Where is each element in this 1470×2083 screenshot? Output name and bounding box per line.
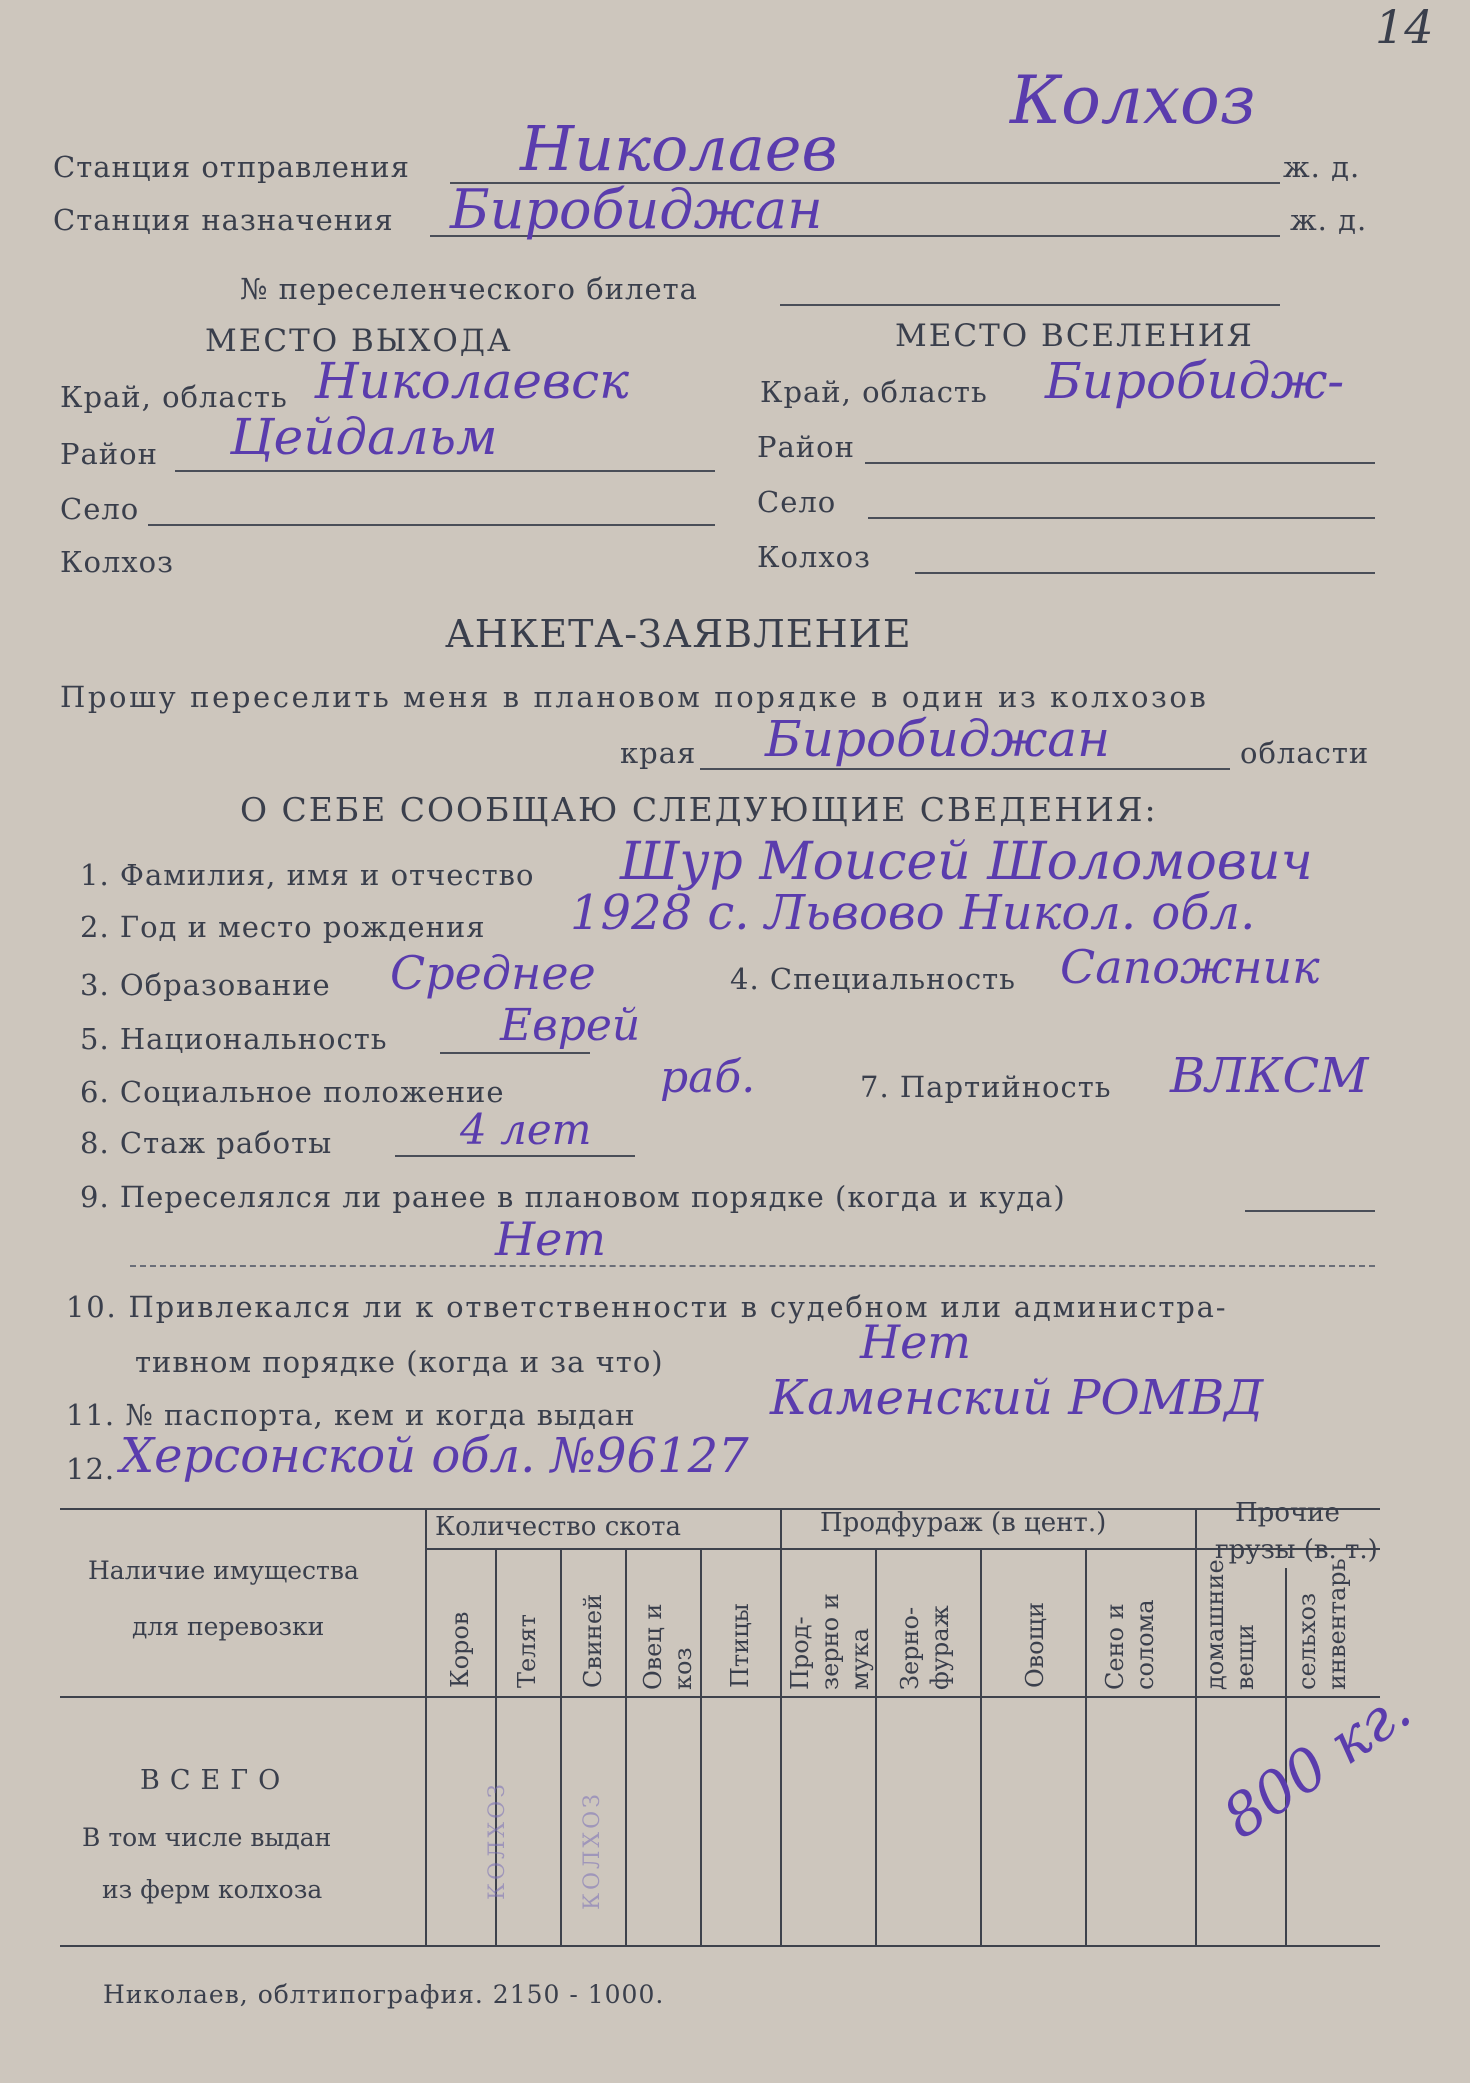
table-bottom-border — [60, 1945, 1380, 1947]
field-9-line — [1245, 1210, 1375, 1212]
exit-district-label: Район — [60, 437, 158, 471]
about-heading: О СЕБЕ СООБЩАЮ СЛЕДУЮЩИЕ СВЕДЕНИЯ: — [240, 790, 1158, 829]
answer-10: Нет — [860, 1315, 971, 1369]
settle-region-label: Край, область — [760, 375, 988, 409]
kraya-label: края — [620, 736, 697, 770]
exit-region-label: Край, область — [60, 380, 288, 414]
answer-1: Шур Моисей Шоломович — [620, 832, 1313, 892]
exit-village-label: Село — [60, 492, 140, 526]
handwritten-exit-region: Николаевск — [315, 352, 629, 410]
answer-3: Среднее — [390, 946, 596, 1000]
table-col-divider — [425, 1508, 427, 1945]
exit-district-line — [175, 470, 715, 472]
destination-suffix: ж. д. — [1290, 203, 1368, 237]
col-inventory: сельхоз инвентарь — [1293, 1558, 1351, 1690]
form-title: АНКЕТА-ЗАЯВЛЕНИЕ — [445, 612, 912, 656]
field-10-label-2: тивном порядке (когда и за что) — [135, 1345, 664, 1379]
table-group-livestock: Количество скота — [435, 1512, 682, 1542]
table-group-other-1: Прочие — [1235, 1498, 1340, 1528]
faded-stamp: КОЛХОЗ — [485, 1781, 510, 1900]
destination-station-label: Станция назначения — [53, 203, 394, 237]
handwritten-settle-region: Биробидж- — [1045, 352, 1345, 410]
exit-heading: МЕСТО ВЫХОДА — [205, 323, 513, 359]
field-6-label: 6. Социальное положение — [80, 1075, 505, 1109]
table-group-other-2: грузы (в. т.) — [1215, 1535, 1378, 1565]
settle-kolkhoz-label: Колхоз — [757, 540, 871, 574]
field-8-line — [395, 1155, 635, 1157]
settle-heading: МЕСТО ВСЕЛЕНИЯ — [895, 318, 1254, 354]
request-text: Прошу переселить меня в плановом порядке в один из колхозов — [60, 680, 1209, 714]
handwritten-total-weight: 800 кг. — [1210, 1674, 1423, 1852]
field-12-label: 12. — [66, 1452, 116, 1486]
col-grain-fodder: Зерно-фураж — [896, 1605, 954, 1690]
answer-9: Нет — [495, 1212, 606, 1266]
exit-kolkhoz-label: Колхоз — [60, 545, 174, 579]
col-hay-straw: Сено и солома — [1101, 1599, 1159, 1690]
field-7-label: 7. Партийность — [860, 1070, 1112, 1104]
settle-district-label: Район — [757, 430, 855, 464]
kraya-line — [700, 768, 1230, 770]
field-4-label: 4. Специальность — [730, 962, 1016, 996]
table-col-divider — [560, 1548, 562, 1945]
oblasti-label: области — [1240, 736, 1370, 770]
incl-label-1: В том числе выдан — [82, 1823, 332, 1852]
exit-village-line — [148, 524, 715, 526]
incl-label-2: из ферм колхоза — [102, 1875, 323, 1904]
col-household: домашние вещи — [1201, 1559, 1259, 1690]
handwritten-departure: Николаев — [520, 112, 838, 185]
table-col-divider — [1195, 1508, 1197, 1945]
table-col-divider — [875, 1548, 877, 1945]
ticket-label: № переселенческого билета — [240, 272, 698, 306]
answer-5: Еврей — [500, 1000, 641, 1051]
field-11-label: 11. № паспорта, кем и когда выдан — [66, 1398, 636, 1432]
table-col-divider — [980, 1548, 982, 1945]
printer-imprint: Николаев, облтипография. 2150 - 1000. — [103, 1980, 665, 2009]
table-col-divider — [780, 1508, 782, 1945]
field-10-label: 10. Привлекался ли к ответственности в судебном или администра- — [66, 1290, 1228, 1324]
settle-district-line — [865, 462, 1375, 464]
handwritten-exit-district: Цейдальм — [230, 408, 498, 466]
field-2-label: 2. Год и место рождения — [80, 910, 486, 944]
field-9-label: 9. Переселялся ли ранее в плановом порядке (когда и куда) — [80, 1180, 1066, 1214]
field-5-line — [440, 1052, 590, 1054]
table-top-border — [60, 1508, 1380, 1510]
answer-7: ВЛКСМ — [1170, 1048, 1369, 1104]
answer-8: 4 лет — [460, 1105, 592, 1154]
handwritten-kolkhoz-top: Колхоз — [1010, 62, 1256, 139]
faded-stamp: КОЛХОЗ — [580, 1791, 605, 1910]
settle-village-label: Село — [757, 485, 837, 519]
ticket-line — [780, 304, 1280, 306]
answer-11: Каменский РОМВД — [770, 1370, 1264, 1426]
table-group-fodder: Продфураж (в цент.) — [820, 1508, 1107, 1538]
handwritten-kraya: Биробиджан — [765, 710, 1111, 768]
field-1-label: 1. Фамилия, имя и отчество — [80, 858, 535, 892]
col-vegetables: Овощи — [1021, 1602, 1049, 1688]
departure-station-label: Станция отправления — [53, 150, 410, 184]
col-sheep-goats: Овец и коз — [639, 1603, 697, 1690]
answer-4: Сапожник — [1060, 940, 1320, 994]
col-cows: Коров — [446, 1611, 474, 1688]
table-col-divider — [625, 1548, 627, 1945]
col-birds: Птицы — [726, 1603, 754, 1688]
answer-6: раб. — [660, 1052, 756, 1103]
col-grain-flour: Прод-зерно и мука — [786, 1593, 874, 1690]
page-number: 14 — [1375, 0, 1434, 54]
field-5-label: 5. Национальность — [80, 1022, 388, 1056]
table-row-header-1: Наличие имущества — [88, 1556, 359, 1585]
departure-suffix: ж. д. — [1283, 150, 1361, 184]
handwritten-destination: Биробиджан — [450, 178, 823, 241]
table-row-header-2: для перевозки — [132, 1612, 325, 1641]
answer-2: 1928 с. Львово Никол. обл. — [570, 885, 1256, 941]
field-8-label: 8. Стаж работы — [80, 1126, 333, 1160]
table-header-border — [60, 1696, 1380, 1698]
field-9-line-2 — [130, 1265, 1375, 1267]
field-3-label: 3. Образование — [80, 968, 331, 1002]
settle-kolkhoz-line — [915, 572, 1375, 574]
table-col-divider — [1085, 1548, 1087, 1945]
answer-12: Херсонской обл. №96127 — [120, 1428, 749, 1484]
col-pigs: Свиней — [579, 1593, 607, 1688]
col-calves: Телят — [513, 1614, 541, 1688]
total-label: ВСЕГО — [140, 1765, 291, 1796]
settle-village-line — [868, 517, 1375, 519]
table-col-divider — [700, 1548, 702, 1945]
